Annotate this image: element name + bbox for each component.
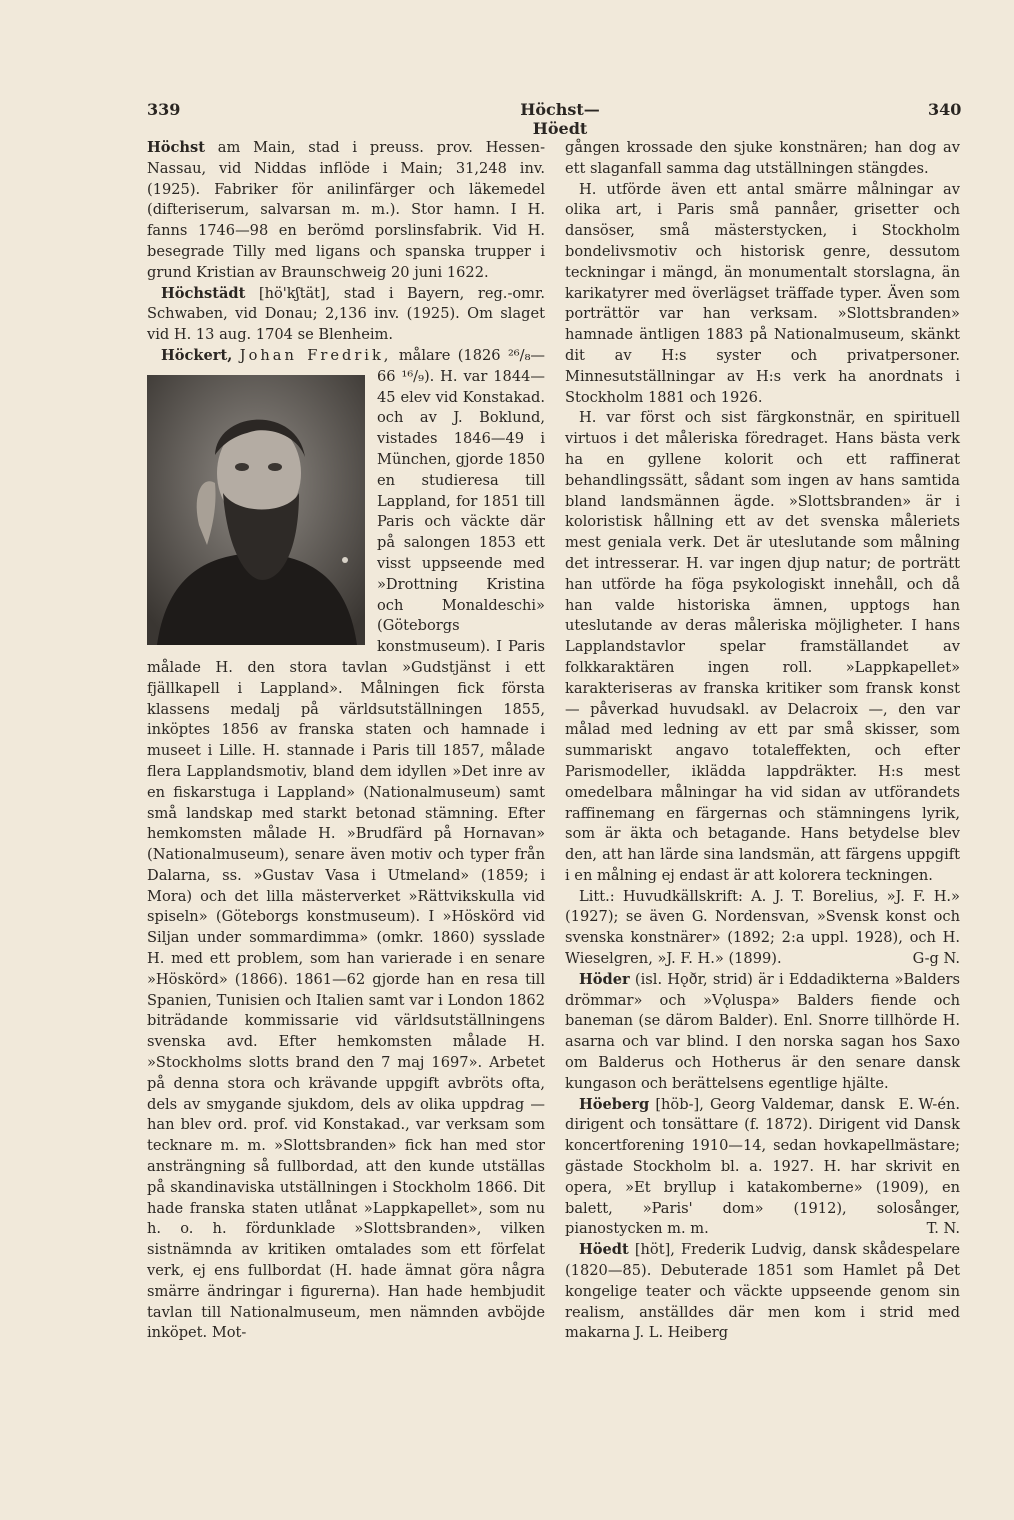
entry-body: [höt], Frederik Ludvig, dansk skådespelare (1820—85). Debuterade 1851 som Hamlet på Det kongelige teater och väckte uppseende genom sin realism, anställdes där men kom i strid med makarna J. L. Heiberg (565, 1241, 960, 1342)
portrait-photo (147, 375, 365, 645)
entry-head: Höedt (579, 1241, 629, 1259)
entry-head: Höeberg (579, 1095, 650, 1113)
entry-hoeberg (565, 1095, 960, 1241)
author-signature: T. N. (926, 1220, 960, 1238)
entry-name: Johan Fredrik, (239, 346, 392, 364)
entry-body: (isl. Hǫðr, strid) är i Eddadikterna »Balders drömmar» och »Vǫluspa» Balders fiende och baneman (se därom Balder). Enl. Snorre tillhörde H. asarna och var blind. I den norska sagan hos Saxo om Balderus och Hotherus är den senare dansk kungason och berättelsens egentlige hjälte. (565, 970, 960, 1092)
left-column (147, 138, 545, 1344)
left-page-number: 339 (147, 100, 181, 119)
author-signature: G-g N. (912, 950, 960, 968)
entry-body: [hö'kʃtät], stad i Bayern, reg.-omr. Schwaben, vid Donau; 2,136 inv. (1925). Om slaget vid H. 13 aug. 1704 se Blenheim. (147, 284, 546, 344)
entry-head: Höchstädt (161, 284, 246, 302)
entry-body: am Main, stad i preuss. prov. Hessen-Nassau, vid Niddas inflöde i Main; 31,248 inv. (1925). Fabriker för anilinfärger och läkemedel (difteriserum, salvarsan m. m.). Stor hamn. I H. fanns 1746—98 en berömd porslinsfabrik. Vid H. besegrade Tilly med ligans och spanska trupper i grund Kristian av Braunschweig 20 juni 1622. (147, 139, 545, 281)
entry-head: Höckert, (161, 346, 233, 364)
entry-head: Höder (579, 970, 630, 988)
entry-body: [höb-], Georg Valdemar, dansk dirigent och tonsättare (f. 1872). Dirigent vid Dansk koncertforening 1910—14, sedan hovkapellmästare; gästade Stockholm bl. a. 1927. H. har skrivit en opera, »Et bryllup i katakomberne» (1909), en balett, »Paris' dom» (1912), solosånger, pianostycken m. m. (565, 1095, 960, 1238)
literature-text: Litt.: Huvudkällskrift: A. J. T. Borelius, »J. F. H.» (1927); se även G. Nordensvan, »Svensk konst och svenska konstnärer» (1892; 2:a uppl. 1928), och H. Wieselgren, »J. F. H.» (1899). (565, 887, 960, 968)
entry-body: målare (1826 ²⁶/₈—66 ¹⁶/₉). H. var 1844—45 elev vid Konstakad. och av J. Boklund, vistades 1846—49 i München, gjorde 1850 en studieresa till Lappland, for 1851 till Paris och väckte där på salongen 1853 ett visst uppseende med »Drottning Kristina och Monaldeschi» (Göteborgs konstmuseum). I Paris målade H. den stora tavlan »Gudstjänst i ett fjällkapell i Lappland». Målningen fick första klassens medalj på världsutställningen 1855, inköptes 1856 av franska staten och hamnade i museet i Lille. H. stannade i Paris till 1857, målade flera Lapplandsmotiv, bland dem idyllen »Det inre av en fiskarstuga i Lappland» (Nationalmuseum) samt små landskap med starkt betonad stämning. Efter hemkomsten målade H. »Brudfärd på Hornavan» (Nationalmuseum), senare även motiv och typer från Dalarna, ss. »Gustav Vasa i Utmeland» (1859; i Mora) och det lilla mästerverket »Rättvikskulla vid spiseln» (Göteborgs konstmuseum). I »Höskörd vid Siljan under sommardimma» (omkr. 1860) sysslade H. med ett problem, som han varierade i en senare »Höskörd» (1866). 1861—62 gjorde han en resa till Spanien, Tunisien och Italien samt var i London 1862 biträdande kommissarie vid världsutställningens svenska avd. Efter hemkomsten målade H. »Stockholms slotts brand den 7 maj 1697». Arbetet på denna stora och krävande uppgift avbröts ofta, dels av smygande sjukdom, dels av olika uppdrag — han blev ord. prof. vid Konstakad., var verksam som tecknare m. m. »Slottsbranden» fick han med stor ansträngning så fullbordad, att den kunde utställas på skandinaviska utställningen i Stockholm 1866. Dit hade franska staten utlånat »Lappkapellet», som nu h. o. h. fördunklade »Slottsbranden», vilken sistnämnda av kritiken omtalades som ett förfelat verk, ej ens fullbordat (H. hade ämnat göra några smärre ändringar i figurerna). Han hade hembjudit tavlan till Nationalmuseum, men nämnden avböjde inköpet. Mot- (147, 346, 546, 1342)
entry-hochstadt (147, 284, 545, 346)
right-page-number: 340 (928, 100, 962, 119)
hockert-continued: gången krossade den sjuke konstnären; han dog av ett slaganfall samma dag utställningen stängdes. (565, 139, 960, 177)
entry-hochst (147, 138, 545, 284)
entry-head: Höchst (147, 139, 205, 156)
entry-hoedt (565, 1240, 960, 1344)
entry-hockert (147, 346, 545, 1344)
hockert-paragraph: H. utförde även ett antal smärre målningar av olika art, i Paris små pannåer, grisetter och dansöser, små mästerstycken, i Stockholm bondelivsmotiv och historisk genre, dessutom teckningar i mängd, än monumentalt storslagna, än karikatyrer med överlägset träffade typer. Även som porträttör var han verksam. »Slottsbranden» hamnade äntligen 1883 på Nationalmuseum, skänkt dit av H:s syster och privatpersoner. Minnesutställningar av H:s verk ha anordnats i Stockholm 1881 och 1926. (565, 180, 960, 406)
running-title: Höchst—Höedt (520, 100, 600, 138)
hockert-literature (565, 887, 960, 970)
right-column (565, 138, 960, 1344)
hockert-paragraph: H. var först och sist färgkonstnär, en spirituell virtuos i det måleriska föredraget. Hans bästa verk ha en gyllene kolorit och ett raffinerat behandlingssätt, sådant som ingen av hans samtida bland landsmännen ägde. »Slottsbranden» är i koloristisk hållning ett av det svenska måleriets mest geniala verk. Det är uteslutande som målning det intresserar. H. var ingen djup natur; de porträtt han utförde ha föga psykologiskt innehåll, och då han valde historiska ämnen, upptogs han uteslutande av deras måleriska möjligheter. I hans Lapplandstavlor spelar framställandet av folkkaraktären ingen roll. »Lappkapellet» karakteriseras av franska kritiker som fransk konst — påverkad huvudsakl. av Delacroix —, den var målad med ledning av ett par små skisser, som summariskt angavo totaleffekten, och efter Parismodeller, iklädda lappdräkter. H:s mest omedelbara målningar ha vid sidan av utförandets raffinemang en färgernas och stämningens lyrik, som är äkta och betagande. Hans betydelse blev den, att han lärde sina landsmän, att färgens uppgift i en målning ej endast är att kolorera teckningen. (565, 409, 960, 884)
author-signature: E. W-én. (898, 1095, 960, 1113)
